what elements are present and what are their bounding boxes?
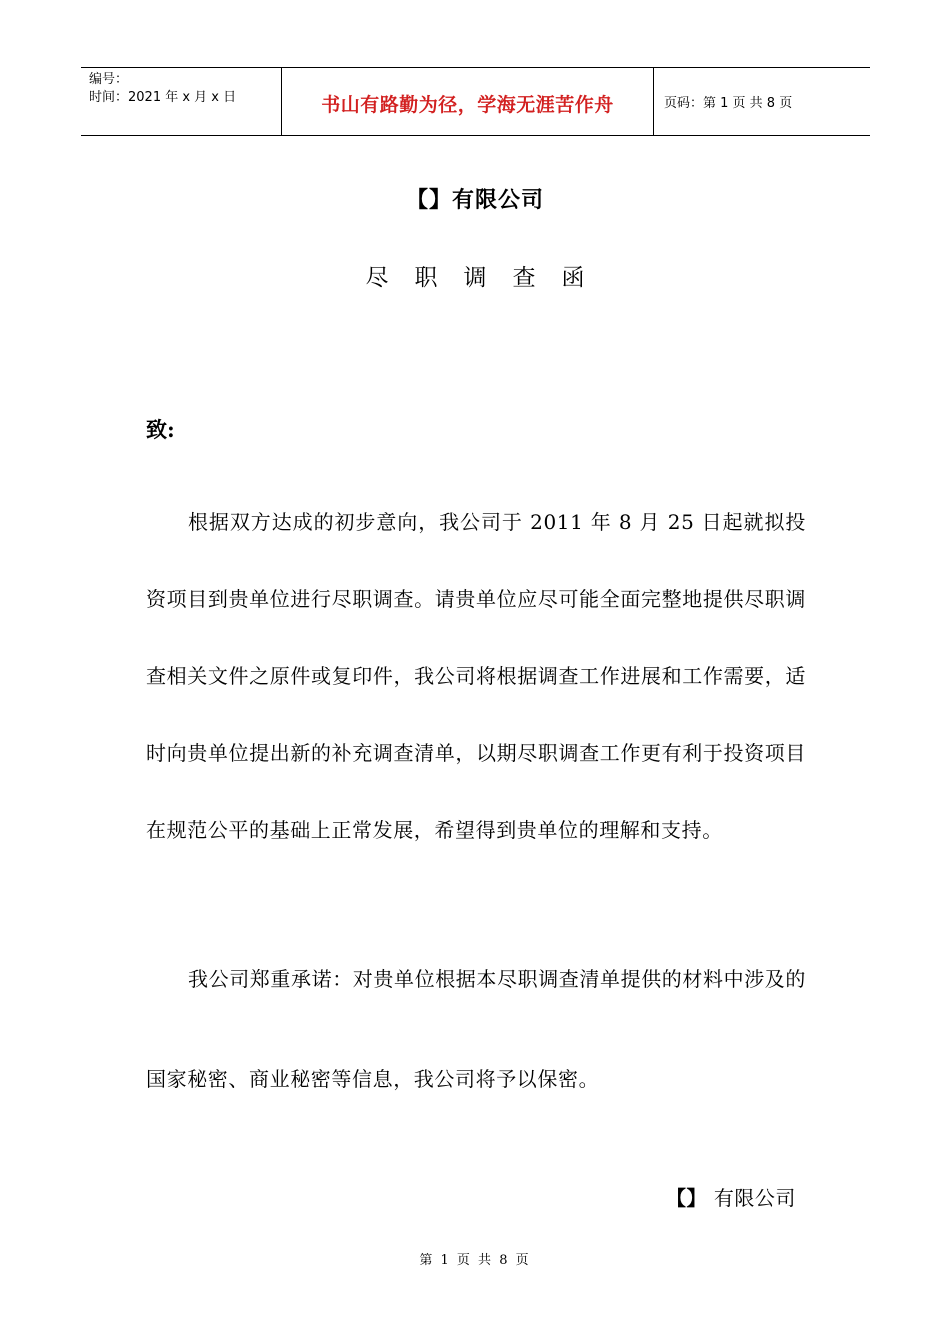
signature-block [666, 1182, 796, 1211]
header-page-info: 页码：第 1 页 共 8 页 [664, 96, 793, 111]
company-title: 【】有限公司 [405, 188, 544, 213]
header-table [81, 67, 870, 136]
document-title: 尽职调查函 [365, 265, 611, 291]
document-time-label: 时间：2021 年 x 月 x 日 [89, 90, 237, 105]
header-motto-cell [282, 68, 654, 135]
salutation: 致: [146, 417, 175, 442]
document-number-label: 编号： [89, 72, 129, 87]
header-motto: 书山有路勤为径，学海无涯苦作舟 [321, 94, 614, 116]
signature-company-name: 有限公司 [713, 1186, 796, 1210]
header-page-cell [654, 68, 870, 135]
body-paragraph-1: 根据双方达成的初步意向，我公司于 2011 年 8 月 25 日起就拟投资项目到贵单位进行尽职调查。请贵单位应尽可能全面完整地提供尽职调查相关文件之原件或复印件，我公司将根据调查工作进展和工作需要，适时向贵单位提出新的补充调查清单，以期尽职调查工作更有利于投资项目在规范公平的基础上正常发展，希望得到贵单位的理解和支持。 [146, 510, 806, 842]
page-footer: 第 1 页 共 8 页 [419, 1253, 531, 1268]
body-paragraph-2: 我公司郑重承诺：对贵单位根据本尽职调查清单提供的材料中涉及的国家秘密、商业秘密等信息，我公司将予以保密。 [146, 967, 806, 1091]
header-meta-cell [81, 68, 282, 135]
signature-bracket: 【】 [666, 1186, 707, 1210]
